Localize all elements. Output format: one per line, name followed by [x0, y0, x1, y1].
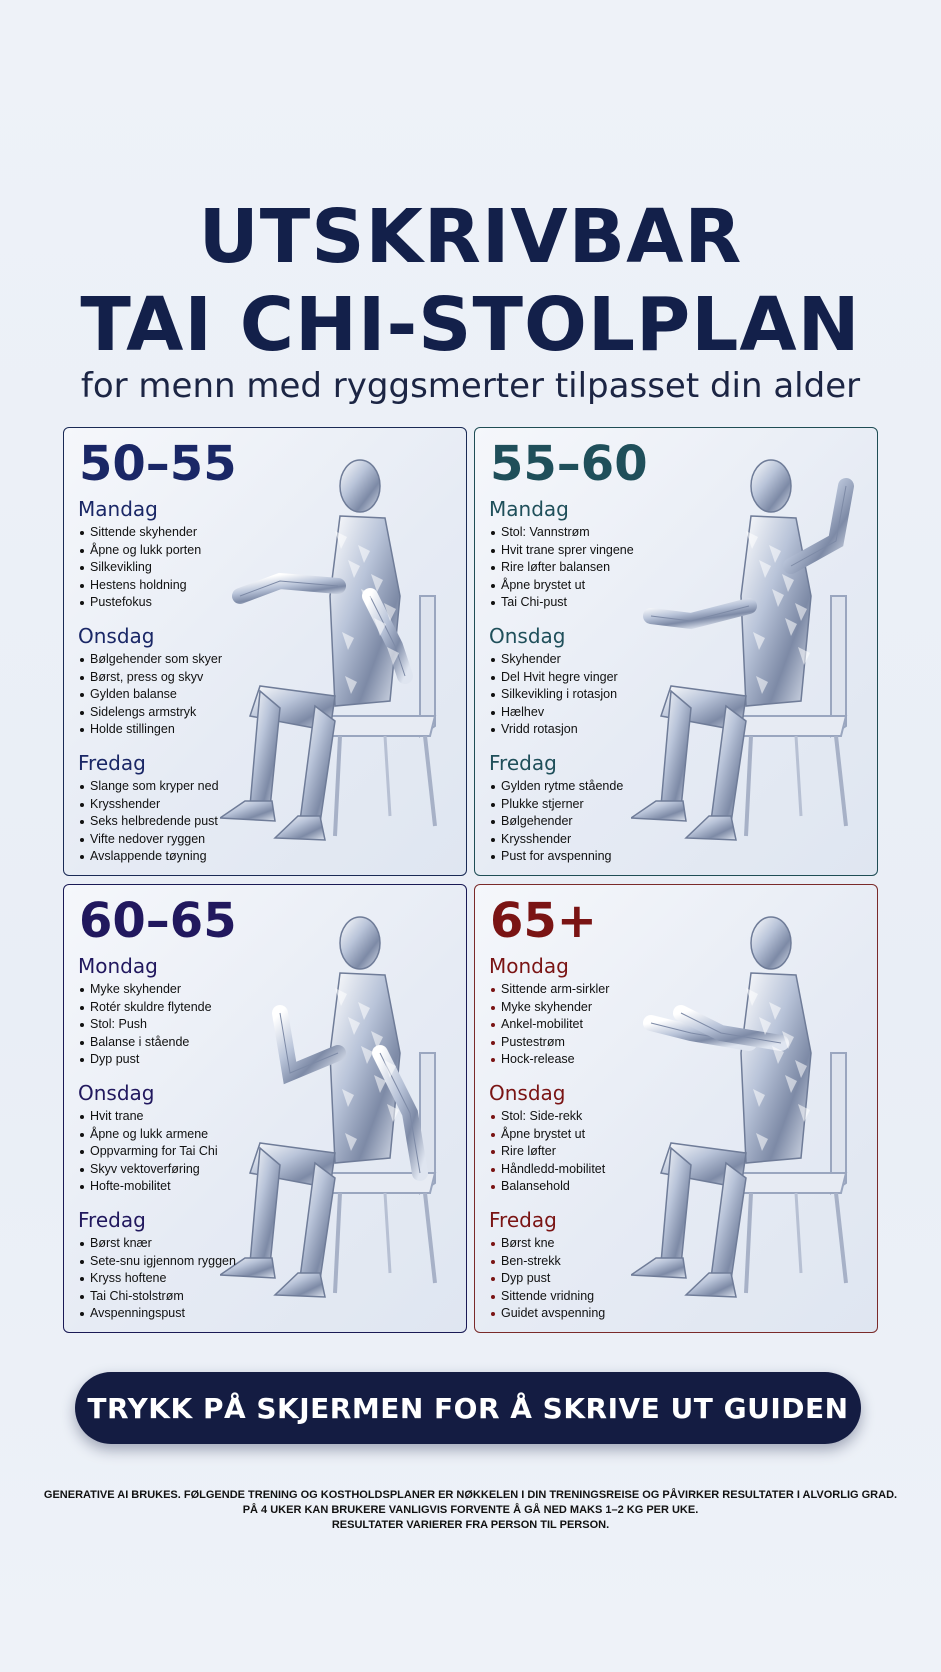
exercise-item: Børst, press og skyv [78, 669, 308, 687]
day-name: Onsdag [78, 623, 155, 648]
day-name: Mandag [78, 497, 158, 521]
exercise-item: Hofte-mobilitet [78, 1178, 308, 1196]
exercise-item: Børst kne [489, 1235, 719, 1253]
exercise-item: Pustefokus [78, 594, 308, 612]
exercise-item: Stol: Vannstrøm [489, 524, 719, 542]
exercise-item: Pust for avspenning [489, 848, 719, 866]
day-block-wednesday [78, 625, 308, 739]
exercise-item: Silkevikling i rotasjon [489, 686, 719, 704]
day-name: Fredag [78, 1207, 146, 1232]
exercise-item: Rotér skuldre flytende [78, 999, 308, 1017]
exercise-item: Seks helbredende pust [78, 813, 308, 831]
title-block [0, 194, 941, 368]
day-name: Fredag [489, 1207, 557, 1232]
exercise-item: Hælhev [489, 704, 719, 722]
exercise-item: Pustestrøm [489, 1034, 719, 1052]
exercise-item: Sittende skyhender [78, 524, 308, 542]
day-name: Fredag [78, 750, 146, 775]
day-name: Fredag [489, 750, 557, 775]
day-block-monday [78, 498, 308, 612]
age-range-label: 60–65 [79, 893, 237, 949]
exercise-item: Vridd rotasjon [489, 721, 719, 739]
day-block-wednesday [489, 1082, 719, 1196]
exercise-item: Tai Chi-pust [489, 594, 719, 612]
age-range-label: 55–60 [490, 436, 648, 492]
day-name: Mondag [78, 954, 158, 978]
age-range-label: 50–55 [79, 436, 237, 492]
exercise-item: Stol: Push [78, 1016, 308, 1034]
exercise-item: Kryss hoftene [78, 1270, 308, 1288]
exercise-item: Bølgehender som skyer [78, 651, 308, 669]
day-name: Onsdag [489, 1080, 566, 1105]
exercise-item: Holde stillingen [78, 721, 308, 739]
day-name: Mandag [489, 497, 569, 521]
exercise-item: Rire løfter [489, 1143, 719, 1161]
exercise-item: Del Hvit hegre vinger [489, 669, 719, 687]
age-card-55-60 [474, 427, 878, 876]
day-block-friday [78, 1209, 308, 1323]
day-name: Onsdag [78, 1080, 155, 1105]
day-block-monday [78, 955, 308, 1069]
day-block-wednesday [489, 625, 719, 739]
exercise-item: Krysshender [78, 796, 308, 814]
exercise-item: Børst knær [78, 1235, 308, 1253]
age-card-50-55 [63, 427, 467, 876]
exercise-item: Balanse i stående [78, 1034, 308, 1052]
exercise-item: Bølgehender [489, 813, 719, 831]
day-block-friday [78, 752, 308, 866]
age-plan-grid [63, 427, 875, 1333]
exercise-item: Håndledd-mobilitet [489, 1161, 719, 1179]
disclaimer-line: RESULTATER VARIERER FRA PERSON TIL PERSON. [331, 1519, 610, 1531]
day-block-friday [489, 1209, 719, 1323]
exercise-item: Plukke stjerner [489, 796, 719, 814]
exercise-item: Sidelengs armstryk [78, 704, 308, 722]
exercise-item: Avspenningspust [78, 1305, 308, 1323]
exercise-item: Myke skyhender [78, 981, 308, 999]
exercise-item: Sittende vridning [489, 1288, 719, 1306]
exercise-item: Åpne og lukk armene [78, 1126, 308, 1144]
page-title-line-1: UTSKRIVBAR [198, 194, 743, 280]
exercise-item: Avslappende tøyning [78, 848, 308, 866]
exercise-item: Vifte nedover ryggen [78, 831, 308, 849]
page-title-line-2: TAI CHI-STOLPLAN [80, 282, 861, 368]
exercise-item: Gylden balanse [78, 686, 308, 704]
age-range-label: 65+ [490, 893, 598, 949]
day-block-friday [489, 752, 719, 866]
exercise-item: Åpne brystet ut [489, 1126, 719, 1144]
exercise-item: Balansehold [489, 1178, 719, 1196]
exercise-item: Åpne og lukk porten [78, 542, 308, 560]
age-card-60-65 [63, 884, 467, 1333]
exercise-item: Tai Chi-stolstrøm [78, 1288, 308, 1306]
age-card-65-plus [474, 884, 878, 1333]
exercise-item: Hvit trane sprer vingene [489, 542, 719, 560]
exercise-item: Ben-strekk [489, 1253, 719, 1271]
exercise-item: Slange som kryper ned [78, 778, 308, 796]
exercise-item: Sittende arm-sirkler [489, 981, 719, 999]
day-block-monday [489, 955, 719, 1069]
exercise-item: Gylden rytme stående [489, 778, 719, 796]
exercise-item: Skyhender [489, 651, 719, 669]
exercise-item: Ankel-mobilitet [489, 1016, 719, 1034]
page-subtitle: for menn med ryggsmerter tilpasset din alder [80, 366, 861, 406]
exercise-item: Dyp pust [78, 1051, 308, 1069]
exercise-item: Silkevikling [78, 559, 308, 577]
exercise-item: Dyp pust [489, 1270, 719, 1288]
disclaimer-line: GENERATIVE AI BRUKES. FØLGENDE TRENING OG KOSTHOLDSPLANER ER NØKKELEN I DIN TRENINGSREISE OG PÅVIRKER RESULTATER I ALVORLIG GRAD. [43, 1489, 898, 1501]
exercise-item: Skyv vektoverføring [78, 1161, 308, 1179]
day-block-wednesday [78, 1082, 308, 1196]
day-name: Onsdag [489, 623, 566, 648]
day-name: Mondag [489, 954, 569, 978]
exercise-item: Sete-snu igjennom ryggen [78, 1253, 308, 1271]
exercise-item: Guidet avspenning [489, 1305, 719, 1323]
exercise-item: Myke skyhender [489, 999, 719, 1017]
exercise-item: Hestens holdning [78, 577, 308, 595]
exercise-item: Hvit trane [78, 1108, 308, 1126]
disclaimer-line: PÅ 4 UKER KAN BRUKERE VANLIGVIS FORVENTE Å GÅ NED MAKS 1–2 KG PER UKE. [242, 1504, 699, 1516]
day-block-monday [489, 498, 719, 612]
exercise-item: Rire løfter balansen [489, 559, 719, 577]
exercise-item: Krysshender [489, 831, 719, 849]
exercise-item: Åpne brystet ut [489, 577, 719, 595]
exercise-item: Hock-release [489, 1051, 719, 1069]
disclaimer [0, 1488, 941, 1533]
exercise-item: Stol: Side-rekk [489, 1108, 719, 1126]
exercise-item: Oppvarming for Tai Chi [78, 1143, 308, 1161]
print-guide-button[interactable]: TRYKK PÅ SKJERMEN FOR Å SKRIVE UT GUIDEN [75, 1372, 861, 1444]
